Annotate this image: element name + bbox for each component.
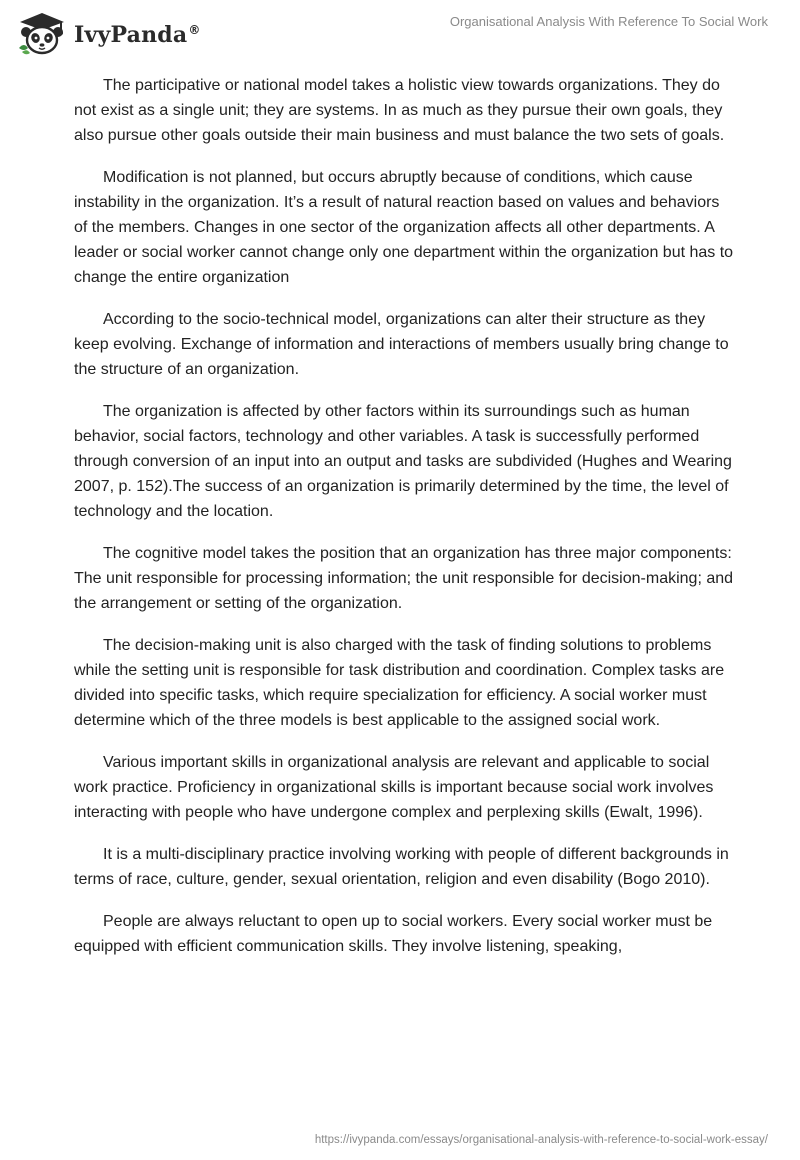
essay-body — [74, 73, 734, 976]
paragraph: The participative or national model takes a holistic view towards organizations. They do not exist as a single unit; they are systems. In as much as they pursue their own goals, they also pursue other goals outside their main business and must balance the two sets of goals. — [74, 77, 725, 144]
source-url-link[interactable]: https://ivypanda.com/essays/organisational-analysis-with-reference-to-social-work-essay/ — [314, 1134, 768, 1146]
paragraph: According to the socio-technical model, organizations can alter their structure as they keep evolving. Exchange of information and interactions of members usually bring change to the structure of an organization. — [74, 311, 729, 378]
paragraph: The cognitive model takes the position that an organization has three major components: The unit responsible for processing information; the unit responsible for decision-making; and the arrangement or setting of the organization. — [74, 545, 734, 612]
paragraph: It is a multi-disciplinary practice involving working with people of different backgrounds in terms of race, culture, gender, sexual orientation, religion and even disability (Bogo 2010). — [74, 846, 729, 888]
paragraph: People are always reluctant to open up to social workers. Every social worker must be equipped with efficient communication skills. They involve listening, speaking, — [74, 913, 713, 955]
page-header — [0, 0, 800, 70]
paragraph: The decision-making unit is also charged with the task of finding solutions to problems while the setting unit is responsible for task distribution and coordination. Complex tasks are divided into specific tasks, which require specialization for efficiency. A social worker must determine which of the three models is best applicable to the assigned social work. — [74, 637, 725, 729]
ivypanda-logo[interactable] — [14, 10, 201, 56]
paragraph: The organization is affected by other factors within its surroundings such as human behavior, social factors, technology and other variables. A task is successfully performed through conversion of an input into an output and tasks are subdivided (Hughes and Wearing 2007, p. 152).The success of an organization is primarily determined by the time, the level of technology and the location. — [74, 403, 732, 520]
document-title: Organisational Analysis With Reference To Social Work — [449, 14, 768, 29]
brand-name: IvyPanda® — [74, 22, 201, 48]
panda-graduation-cap-icon — [14, 10, 70, 56]
paragraph: Various important skills in organizational analysis are relevant and applicable to social work practice. Proficiency in organizational skills is important because social work involves interacting with people who have undergone complex and perplexing skills (Ewalt, 1996). — [74, 754, 714, 821]
paragraph: Modification is not planned, but occurs abruptly because of conditions, which cause instability in the organization. It’s a result of natural reaction based on values and behaviors of the members. Changes in one sector of the organization affects all other departments. A leader or social worker cannot change only one department within the organization but has to change the entire organization — [74, 169, 734, 286]
